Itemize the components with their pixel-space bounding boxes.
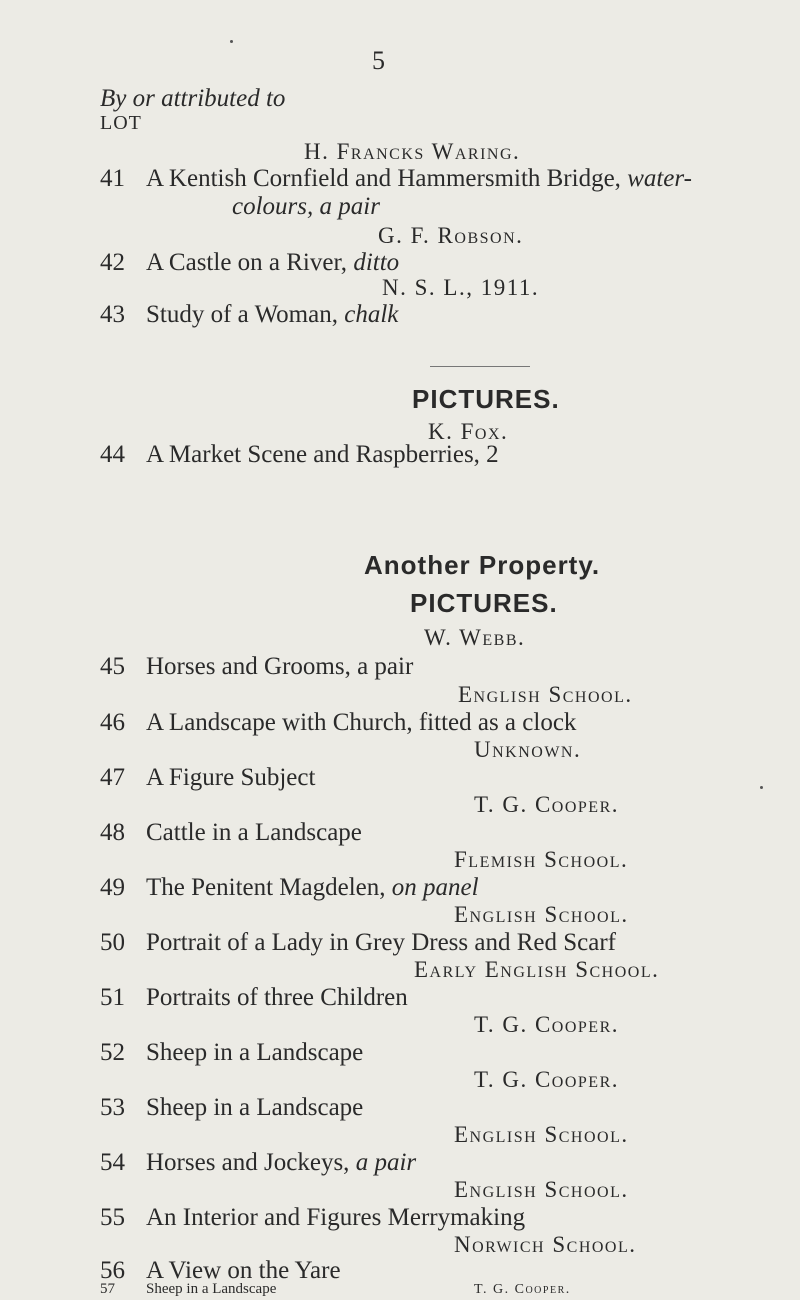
lot-artist: Norwich School.	[454, 1232, 637, 1257]
lot-artist: G. F. Robson.	[378, 223, 524, 248]
lot-medium: a pair	[355, 1149, 417, 1176]
lot-number: 57	[100, 1281, 115, 1297]
lot-artist: English School.	[454, 1177, 629, 1202]
lot-title: A Landscape with Church, fitted as a clock	[146, 709, 577, 736]
lot-title: An Interior and Figures Merrymaking	[146, 1204, 526, 1231]
lot-medium: chalk	[344, 301, 399, 328]
lot-artist: English School.	[458, 682, 633, 707]
lot-title-text: A Kentish Cornfield and Hammersmith Bridge,	[146, 165, 621, 192]
lot-title: A Figure Subject	[146, 764, 316, 791]
lot-number: 48	[100, 819, 125, 846]
ink-speck	[760, 786, 763, 789]
lot-title-text: The Penitent Magdelen,	[146, 874, 386, 901]
lot-number: 54	[100, 1149, 125, 1176]
lot-number: 47	[100, 764, 125, 791]
lot-number: 42	[100, 249, 125, 276]
lot-title: Sheep in a Landscape	[146, 1281, 277, 1297]
lot-title: Sheep in a Landscape	[146, 1039, 364, 1066]
lot-number: 44	[100, 441, 125, 468]
lot-title-text: Study of a Woman,	[146, 301, 338, 328]
lot-number: 56	[100, 1257, 125, 1284]
lot-artist: T. G. Cooper.	[474, 1067, 619, 1092]
lot-medium: water-	[627, 165, 692, 192]
divider-rule	[430, 366, 530, 367]
section-heading: PICTURES.	[410, 588, 558, 618]
lot-artist: N. S. L., 1911.	[382, 275, 540, 300]
lot-number: 45	[100, 653, 125, 680]
lot-number: 46	[100, 709, 125, 736]
section-heading: PICTURES.	[412, 384, 560, 414]
section-heading: Another Property.	[364, 550, 601, 580]
page-number: 5	[372, 46, 385, 75]
lot-title: Horses and Grooms, a pair	[146, 653, 414, 680]
lot-title	[146, 166, 692, 191]
lot-artist: W. Webb.	[424, 625, 526, 650]
attribution-heading: By or attributed to	[100, 85, 286, 112]
lot-title	[146, 1150, 416, 1175]
lot-title	[146, 302, 398, 327]
lot-title: A View on the Yare	[146, 1257, 341, 1284]
lot-artist: Unknown.	[474, 737, 582, 762]
lot-number: 43	[100, 301, 125, 328]
lot-title	[146, 250, 399, 275]
lot-artist: English School.	[454, 902, 629, 927]
ink-speck	[230, 40, 233, 43]
lot-artist: Flemish School.	[454, 847, 629, 872]
lot-medium: ditto	[353, 249, 400, 276]
lot-number: 49	[100, 874, 125, 901]
lot-number: 55	[100, 1204, 125, 1231]
lot-title-text: Horses and Jockeys,	[146, 1149, 350, 1176]
lot-medium: on panel	[391, 874, 479, 901]
lot-column-heading: LOT	[100, 112, 142, 134]
lot-number: 50	[100, 929, 125, 956]
lot-artist: T. G. Cooper.	[474, 792, 619, 817]
lot-number: 53	[100, 1094, 125, 1121]
lot-artist: T. G. Cooper.	[474, 1012, 619, 1037]
lot-artist: H. Francks Waring.	[304, 139, 521, 164]
lot-title: Portrait of a Lady in Grey Dress and Red Scarf	[146, 929, 616, 956]
lot-number: 52	[100, 1039, 125, 1066]
lot-number: 41	[100, 165, 125, 192]
lot-artist: K. Fox.	[428, 419, 509, 444]
lot-title-text: A Castle on a River,	[146, 249, 348, 276]
lot-title: A Market Scene and Raspberries, 2	[146, 441, 499, 468]
lot-artist: T. G. Cooper.	[474, 1282, 571, 1297]
lot-continuation: colours, a pair	[232, 193, 380, 220]
lot-artist: Early English School.	[414, 957, 660, 982]
lot-title: Portraits of three Children	[146, 984, 408, 1011]
lot-title	[146, 875, 479, 900]
lot-title: Cattle in a Landscape	[146, 819, 362, 846]
lot-artist: English School.	[454, 1122, 629, 1147]
lot-number: 51	[100, 984, 125, 1011]
lot-title: Sheep in a Landscape	[146, 1094, 364, 1121]
